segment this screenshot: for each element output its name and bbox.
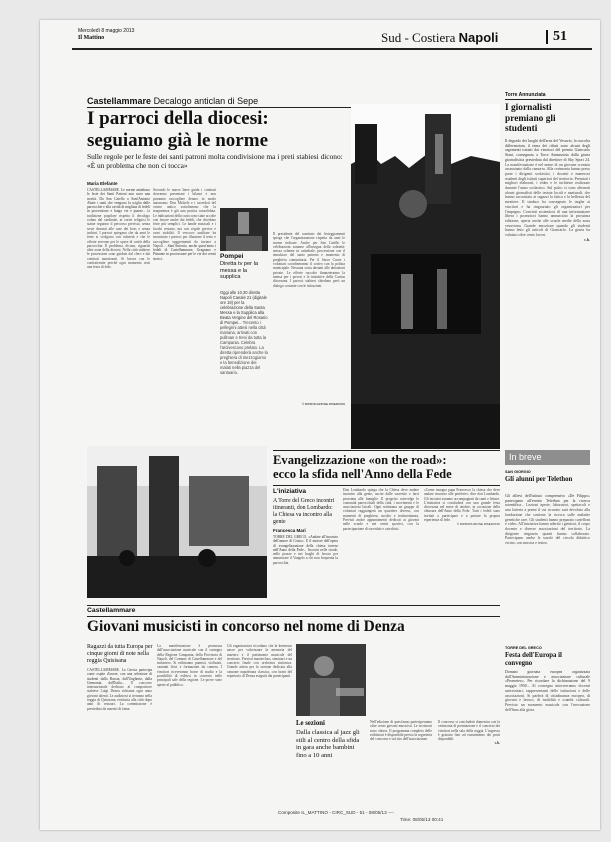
evangel-photo-art (87, 446, 267, 598)
main-article-col-3: Il presidente del comitato dei festeggiamenti spiega che l'organizzazione rispetta da anni le norme indicate. Anche per San Catello le celebrazioni saranno all'insegna della sobrietà: messa solenne in cattedrale, processione con il simulacro del santo patrono e momento di preghiera comunitaria. Per il Sacro Cuore i volontari coordineranno il corteo con la polizia municipale. Nessuna sosta davanti alle abitazioni private. Le offerte raccolte finanzieranno la mensa per i poveri e le iniziative della Caritas diocesana. I parroci stabiesi chiedono però un dialogo costante con le istituzioni. (273, 232, 345, 288)
denza-kicker: Castellammare (87, 607, 136, 614)
denza-col-5: Il concorso si concluderà domenica con la cerimonia di premiazione e il concerto dei vincitori nella sala della reggia. L'ingresso è gratuito fino ad esaurimento dei posti disponibili. c.b. (438, 720, 500, 746)
pompei-title: Pompei (220, 253, 244, 260)
evangel-headline: Evangelizzazione «on the road»: ecco la sfida nell'Anno della Fede (273, 453, 452, 482)
page-number: 51 (553, 29, 567, 44)
main-copyright: © RIPRODUZIONE RISERVATA (302, 402, 346, 406)
pompei-photo-art (220, 208, 268, 251)
footer-time: Time: 08/05/13 00:41 (400, 817, 444, 822)
evangel-subhead: A Torre del Greco incontri itineranti, don Lombardo: la Chiesa va incontro alla gente (273, 498, 335, 525)
brief-body-2: Domani giornata europea organizzata dall'Amministrazione e associazione culturale «Prometeo». Per ricordare la dichiarazione del 9 maggio 1950... Al convegno interverranno docenti universitari, rappresentanti delle istituzioni e delle associazioni. Si parlerà di cittadinanza europea, di giovani e lavoro, di mobilità e scambi culturali. Previsto un momento musicale con l'esecuzione dell'Inno alla gioia. (505, 670, 590, 712)
footer-line: Composite IL_MATTINO - CIRC_SUD - 51 - 08/05/13 ---- (278, 810, 395, 815)
denza-col-2: La manifestazione è promossa dall'associazione musicale con il sostegno della Regione Campania, della Provincia di Napoli, del Comune di Castellammare e del ministero. Si esibiranno pianisti, violinisti, cantanti lirici e formazioni da camera. I vincitori riceveranno borse di studio e la possibilità di esibirsi in concerto nelle principali sale della regione. Le prove sono aperte al pubblico. (157, 644, 222, 687)
brief-place-1: SAN GIORGIO (505, 470, 531, 474)
torre-kicker: Torre Annunziata (505, 92, 546, 98)
denza-box-title: Le sezioni (296, 720, 325, 727)
pompei-subtitle: Diretta tv per la messa e la supplica (220, 261, 258, 281)
brief-place-2: TORRE DEL GRECO (505, 646, 542, 650)
brief-body-1: Gli allievi dell'istituto comprensivo «De Filippo» partecipano all'evento Telethon per la ricerca scientifica... Lezioni aperte, laboratori, spettacoli e una lotteria a premi il cui ricavato sarà devoluto alla fondazione che sostiene la ricerca sulle malattie genetiche rare. Gli studenti hanno preparato cartelloni e video. All'iniziativa hanno aderito i genitori, il corpo docente e diverse associazioni del territorio. La dirigente ringrazia quanti hanno collaborato. Partecipano anche le scuole del circolo didattico vicino, con musica e teatro. (505, 494, 590, 546)
cathedral-photo-art (351, 104, 500, 449)
brief-title-2: Festa dell'Europa il convegno (505, 652, 562, 667)
pompei-photo (220, 208, 268, 251)
denza-subhead: Ragazzi da tutta Europa per cinque giorni di note nella reggia Quisisana (87, 644, 153, 665)
paper-name: Il Mattino (78, 35, 105, 41)
evangel-top-rule (273, 450, 500, 451)
torre-title: I giornalisti premiano gli studenti (505, 103, 556, 135)
brief-title-1: Gli alunni per Telethon (505, 476, 573, 483)
evangel-col-1: TORRE DEL GRECO. «Andate all'incontro dell'amore di Cristo». E il motore dell'opera di evangelizzazione della chiesa torrese nell'Anno della Fede... Incontri nelle strade, nelle piazze e nei luoghi di lavoro per annunciare il Vangelo a chi non frequenta la parrocchia. (273, 535, 338, 565)
masthead-divider (546, 30, 548, 44)
brief-header: In breve (505, 450, 590, 465)
denza-headline: Giovani musicisti in concorso nel nome di Denza (87, 618, 405, 635)
main-subhead: Sulle regole per le feste dei santi patroni molta condivisione ma i preti stabiesi dicono: «È un problema che non ci tocca» (87, 152, 343, 170)
denza-box-body: Dalla classica al jazz gli stili al centro della sfida in gara anche bambini fino a 10 anni (296, 729, 360, 759)
main-headline: I parroci della diocesi: seguiamo già le norme (87, 108, 269, 151)
torre-body: Il degrado dei luoghi dell'area del Vesuvio, la raccolta differenziata, il tema dei rifiuti sono alcuni degli argomenti trattati dai vincitori del premio Giancarlo Siani, consegnato a Torre Annunziata dalla giuria giornalistica presieduta dal direttore di Sky Sport 24. La manifestazione è nel nome di un giovane cronista assassinato dalla camorra. Alla cerimonia hanno preso parte i dirigenti scolastici, i docenti e numerosi studenti degli istituti superiori del territorio. Premiati i migliori elaborati, i video e le inchieste realizzate durante l'anno scolastico. Sul palco si sono alternati alcuni giornalisti delle testate locali e nazionali, che hanno raccontato ai ragazzi la fatica e la bellezza del mestiere. Il sindaco ha consegnato le targhe ai vincitori e ha ringraziato gli organizzatori per l'impegno. Convinti sostenitori di una informazione libera i promotori hanno annunciato la prossima edizione, aperta anche alle scuole medie della zona vesuviana. Grande emozione quando gli studenti hanno letto gli articoli di Giancarlo. La giuria ha valutato oltre cento lavori. c.b. (505, 139, 590, 242)
date-line: Mercoledì 8 maggio 2013 (78, 28, 135, 34)
cathedral-photo (351, 104, 500, 449)
denza-top-rule (87, 605, 500, 606)
evangel-photo (87, 446, 267, 598)
evangel-byline: Francesca Mari (273, 528, 306, 533)
denza-photo (296, 644, 366, 716)
torre-rule (505, 99, 590, 100)
denza-photo-art (296, 644, 366, 716)
newspaper-page (40, 20, 600, 830)
denza-col-3: Gli organizzatori ricordano che la kermesse nasce per valorizzare la memoria del maestro e il patrimonio musicale del territorio. Previsti masterclass, seminari e un concerto finale con orchestra sinfonica. Grande attesa per la sezione dedicata alla canzone napoletana classica, con brani del repertorio di Denza eseguiti dai partecipanti. (227, 644, 292, 679)
main-article-col-2: Secondo le nuove linee guida i comitati dovranno presentare i bilanci e non potranno raccogliere denaro in modo autonomo. Don Michele e i sacerdoti del centro antico sottolineano che la trasparenza è già una pratica consolidata. Le indicazioni della curia sono state accolte con favore anche dai fedeli, che chiedono feste più semplici. Le bande musicali e i fuochi restano, ma con regole precise e orari stabiliti. Il vescovo ausiliare ha incontrato i parroci per illustrare il testo e raccogliere suggerimenti da inviare a Napoli. ...Sant'Antonio, anche quest'anno i fedeli di Castellammare, Gragnano e Pimonte in processione per le vie dei centri storici. (153, 188, 216, 261)
main-kicker: Castellammare Decalogo anticlan di Sepe (87, 96, 259, 106)
denza-col-1: CASTELLAMMARE. La Grecia partecipa come ospite d'onore, con una selezione di studenti dalla Russia, dall'Ungheria, dalla Germania, dall'Italia... Il concorso internazionale dedicato al compositore stabiese Luigi Denza richiama ogni anno giovani talenti. Le audizioni si terranno nella reggia di Quisisana, restituita alla città dopo anni di restauri. La commissione è presieduta da maestri di fama. (87, 668, 152, 711)
denza-col-4: Nell'edizione di quest'anno parteciperanno oltre cento giovani musicisti. Le iscrizioni sono chiuse. Il programma completo delle esibizioni è disponibile presso la segreteria del concorso e sul sito dell'associazione. (370, 720, 432, 742)
evangel-label: L'iniziativa (273, 488, 306, 495)
evangel-col-3: «Come insegna papa Francesco la chiesa che deve andare incontro alle periferie» dice don Lombardo. Gli incontri saranno accompagnati da canti e letture. L'iniziativa si concluderà con una grande festa diocesana nel mese di ottobre, in occasione della chiusura dell'Anno della Fede. Tutti i fedeli sono invitati a partecipare e a portare la propria esperienza di fede. © RIPRODUZIONE RISERVATA (424, 488, 500, 527)
evangel-col-2: Don Lombardo spiega che la Chiesa deve andare incontro alla gente, uscire dalle sacrestie e farsi prossima alle famiglie. Il progetto coinvolge le comunità parrocchiali della città, i movimenti e le associazioni laicali. Ogni settimana un gruppo di volontari raggiungerà un quartiere diverso, con momenti di preghiera, ascolto e testimonianza. Previsti anche appuntamenti dedicati ai giovani nelle scuole e nei centri sportivi, con la partecipazione di sacerdoti e catechisti. (343, 488, 419, 531)
pompei-body: Oggi alle 10.30 diretta Napoli Canale 21 (digitale ore 18) per la celebrazione della Santa Messa e la Supplica alla Beata Vergine del Rosario di Pompei... Trecento i pellegrini attesi nella città mariana, arrivati con pullman e treni da tutta la Campania. Celebra l'arcivescovo prelato. La diretta riprenderà anche la preghiera di mezzogiorno e la benedizione dei malati nella piazza del santuario. (220, 290, 268, 375)
evangel-rule (273, 485, 500, 486)
main-byline: Maria Elefante (87, 181, 118, 186)
main-article-col-1: CASTELLAMMARE. Le norme antiabuso le feste dei Santi Patroni non sono una novità. Da San Catello a Sant'Antonio Abate i santi che vengono la sciglia dalle parrocchie e alla cavità di migliaia di fedeli in processione e lungo vie e piazze... la tradizione popolare rispetta il decalogo voluto dal cardinale, ai cortei religiosi le statue seguono il percorso previsto, senza soste davanti alle case dei boss e senza inchini. I parroci spiegano che da anni le feste si svolgono con sobrietà e che le offerte servono per le opere di carità della parrocchia. Il problema, dicono, riguarda altre zone della diocesi. Nella città stabiese le processioni sono guidate dal clero e dai comitati autorizzati. Si lavora con le confraternite perché ogni momento resti una festa di fede. (87, 188, 150, 270)
masthead-rule (72, 48, 592, 50)
section-title: Sud - Costiera Napoli (381, 30, 499, 45)
